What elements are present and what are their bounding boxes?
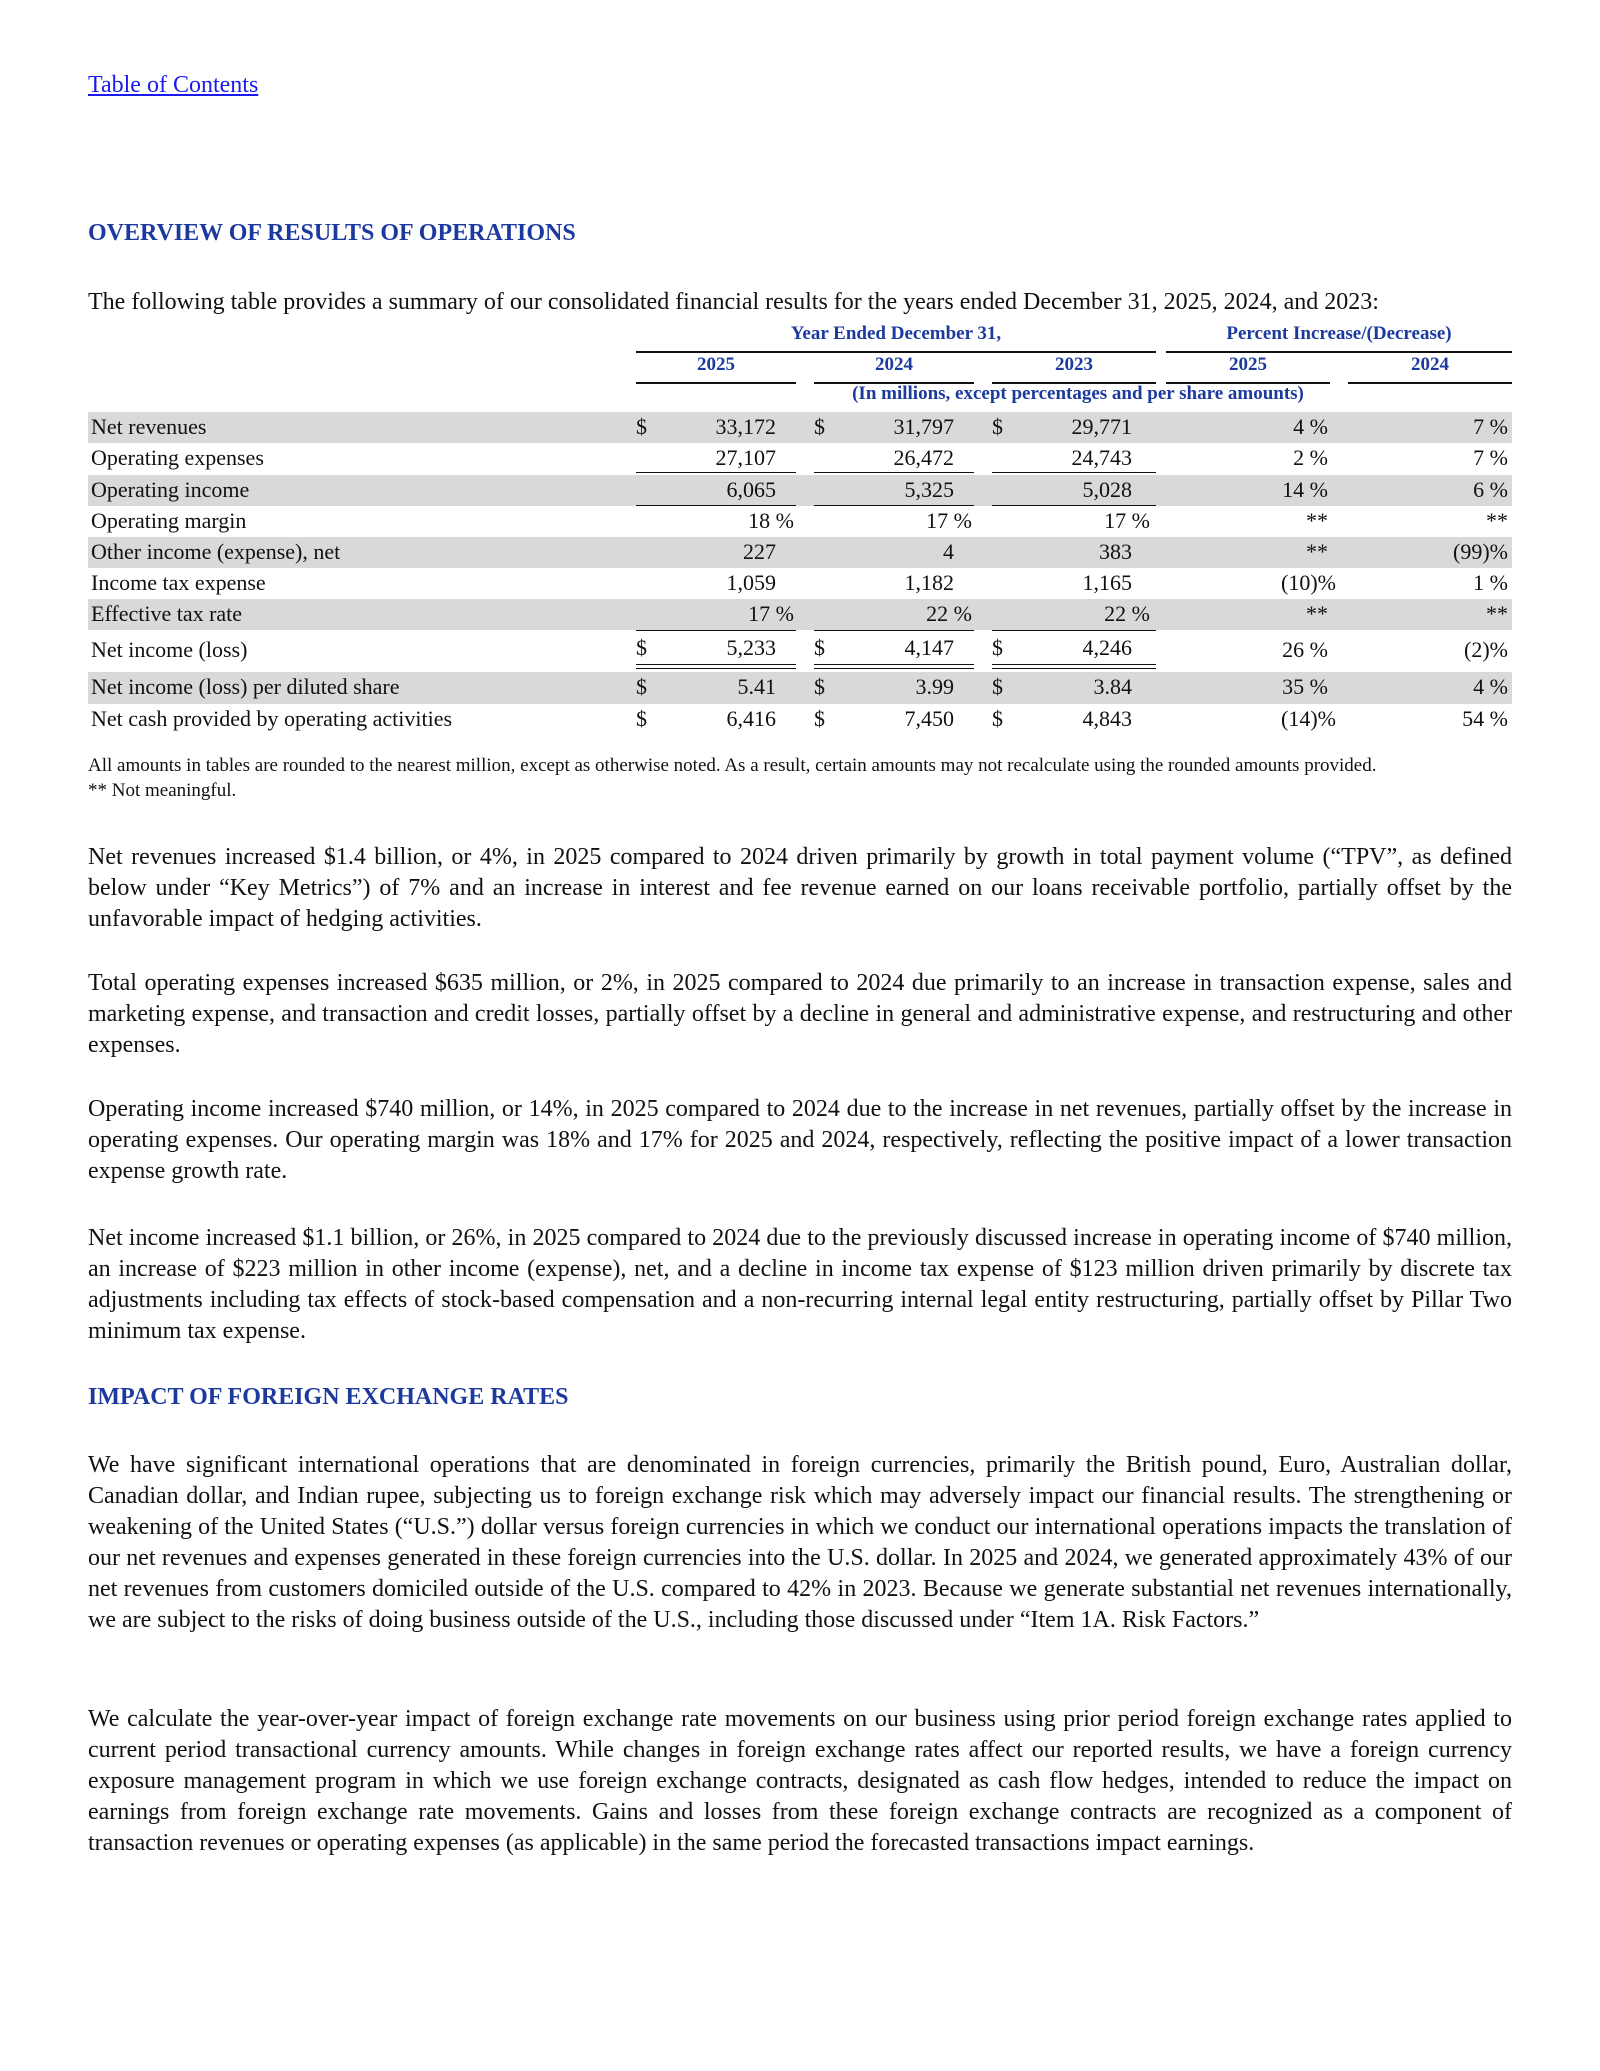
value-2023: 3.84 xyxy=(1093,674,1132,699)
currency-symbol: $ xyxy=(992,674,1003,699)
row-label: Operating margin xyxy=(91,508,247,533)
value-2023: 4,843 xyxy=(1082,706,1132,731)
currency-symbol: $ xyxy=(814,674,825,699)
underline xyxy=(814,472,974,473)
value-2024: 26,472 xyxy=(893,445,954,470)
pct-change-2025: 35 % xyxy=(1282,674,1328,699)
row-label: Net cash provided by operating activities xyxy=(91,706,453,731)
value-2025: 227 xyxy=(743,539,776,564)
table-of-contents-link[interactable]: Table of Contents xyxy=(88,72,259,98)
overview-heading: OVERVIEW OF RESULTS OF OPERATIONS xyxy=(88,220,576,246)
currency-symbol: $ xyxy=(814,706,825,731)
table-row xyxy=(88,672,1512,704)
value-2023: 24,743 xyxy=(1071,445,1132,470)
currency-symbol: $ xyxy=(636,674,647,699)
value-2025: 5.41 xyxy=(737,674,776,699)
overview-intro: The following table provides a summary of our consolidated financial results for the years ended December 31, 2025, 2024, and 2023: xyxy=(88,289,1379,315)
currency-symbol: $ xyxy=(814,414,825,439)
currency-symbol: $ xyxy=(636,706,647,731)
value-2024: 1,182 xyxy=(904,570,954,595)
table-row xyxy=(88,537,1512,568)
underline xyxy=(814,630,974,631)
row-label: Effective tax rate xyxy=(91,601,243,626)
value-2025: 17 % xyxy=(748,601,794,626)
value-2024: 22 % xyxy=(926,601,972,626)
value-2025: 27,107 xyxy=(715,445,776,470)
table-footnote: All amounts in tables are rounded to the nearest million, except as otherwise noted. As a result, certain amounts may not recalculate using the rounded amounts provided. xyxy=(88,755,1377,776)
double-underline xyxy=(636,664,796,669)
value-2024: 3.99 xyxy=(915,674,954,699)
table-row xyxy=(88,443,1512,474)
value-2023: 1,165 xyxy=(1082,570,1132,595)
pct-change-2024: 6 % xyxy=(1473,477,1508,502)
currency-symbol: $ xyxy=(814,635,825,660)
header-percent-change: Percent Increase/(Decrease) xyxy=(1226,323,1452,344)
pct-change-2025: (14)% xyxy=(1281,706,1336,731)
table-row xyxy=(88,506,1512,537)
row-label: Operating expenses xyxy=(91,445,264,470)
pct-change-2024: 1 % xyxy=(1473,570,1508,595)
pct-change-2025: 2 % xyxy=(1293,445,1328,470)
pct-change-2024: ** xyxy=(1486,601,1508,626)
units-note: (In millions, except percentages and per share amounts) xyxy=(852,383,1304,404)
fx-heading: IMPACT OF FOREIGN EXCHANGE RATES xyxy=(88,1384,569,1410)
header-rule xyxy=(1348,382,1512,384)
paragraph-operating-income: Operating income increased $740 million, or 14%, in 2025 compared to 2024 due to the increase in net revenues, partially offset by the increase in operating expenses. Our operating margin was 18% and 17% for 2025 and 2024, respectively, reflecting the positive impact of a lower transaction expense growth rate. xyxy=(88,1096,1512,1184)
value-2024: 7,450 xyxy=(904,706,954,731)
pct-change-2024: ** xyxy=(1486,508,1508,533)
row-label: Other income (expense), net xyxy=(91,539,341,564)
value-2024: 4 xyxy=(943,539,954,564)
header-rule xyxy=(1166,351,1512,353)
table-row xyxy=(88,633,1512,666)
paragraph-operating-expenses: Total operating expenses increased $635 million, or 2%, in 2025 compared to 2024 due primarily to an increase in transaction expense, sales and marketing expense, and transaction and credit losses, partially offset by a decline in general and administrative expense, and restructuring and other expenses. xyxy=(88,970,1512,1058)
value-2023: 383 xyxy=(1099,539,1132,564)
value-2024: 5,325 xyxy=(904,477,954,502)
table-row xyxy=(88,704,1512,735)
table-row xyxy=(88,599,1512,630)
col-header-2024: 2024 xyxy=(875,354,913,375)
pct-change-2025: 14 % xyxy=(1282,477,1328,502)
pct-change-2024: (2)% xyxy=(1464,637,1508,662)
col-header-2025: 2025 xyxy=(697,354,735,375)
pct-change-2025: ** xyxy=(1306,601,1328,626)
double-underline xyxy=(992,664,1156,669)
row-label: Net income (loss) per diluted share xyxy=(91,674,400,699)
not-meaningful-note: ** Not meaningful. xyxy=(88,780,237,801)
value-2023: 22 % xyxy=(1104,601,1150,626)
value-2023: 5,028 xyxy=(1082,477,1132,502)
table-row xyxy=(88,475,1512,506)
row-label: Operating income xyxy=(91,477,250,502)
value-2025: 1,059 xyxy=(726,570,776,595)
value-2024: 4,147 xyxy=(904,635,954,660)
pct-change-2024: 4 % xyxy=(1473,674,1508,699)
row-label: Net revenues xyxy=(91,414,207,439)
currency-symbol: $ xyxy=(636,414,647,439)
currency-symbol: $ xyxy=(636,635,647,660)
header-rule xyxy=(636,351,1156,353)
col-header-2023: 2023 xyxy=(1055,354,1093,375)
double-underline xyxy=(814,664,974,669)
paragraph-net-revenues: Net revenues increased $1.4 billion, or 4%, in 2025 compared to 2024 driven primarily by growth in total payment volume (“TPV”, as defined below under “Key Metrics”) of 7% and an increase in interest and fee revenue earned on our loans receivable portfolio, partially offset by the unfavorable impact of hedging activities. xyxy=(88,844,1512,932)
header-year-ended: Year Ended December 31, xyxy=(790,323,1002,344)
value-2024: 31,797 xyxy=(893,414,954,439)
row-label: Income tax expense xyxy=(91,570,266,595)
value-2025: 33,172 xyxy=(715,414,776,439)
value-2024: 17 % xyxy=(926,508,972,533)
paragraph-fx-operations: We have significant international operations that are denominated in foreign currencies, primarily the British pound, Euro, Australian dollar, Canadian dollar, and Indian rupee, subjecting us to foreign exchange risk which may adversely impact our financial results. The strengthening or weakening of the United States (“U.S.”) dollar versus foreign currencies in which we conduct our international operations impacts the translation of our net revenues and expenses generated in these foreign currencies into the U.S. dollar. In 2025 and 2024, we generated approximately 43% of our net revenues from customers domiciled outside of the U.S. compared to 42% in 2023. Because we generate substantial net revenues internationally, we are subject to the risks of doing business outside of the U.S., including those discussed under “Item 1A. Risk Factors.” xyxy=(88,1452,1512,1633)
pct-header-2024: 2024 xyxy=(1411,354,1449,375)
pct-change-2025: ** xyxy=(1306,539,1328,564)
pct-change-2024: (99)% xyxy=(1453,539,1508,564)
underline xyxy=(992,472,1156,473)
pct-change-2025: 26 % xyxy=(1282,637,1328,662)
value-2025: 6,416 xyxy=(726,706,776,731)
underline xyxy=(636,472,796,473)
currency-symbol: $ xyxy=(992,706,1003,731)
value-2025: 6,065 xyxy=(726,477,776,502)
pct-change-2025: ** xyxy=(1306,508,1328,533)
underline xyxy=(992,630,1156,631)
table-row xyxy=(88,568,1512,599)
pct-header-2025: 2025 xyxy=(1229,354,1267,375)
value-2023: 17 % xyxy=(1104,508,1150,533)
pct-change-2025: (10)% xyxy=(1281,570,1336,595)
currency-symbol: $ xyxy=(992,635,1003,660)
pct-change-2024: 7 % xyxy=(1473,414,1508,439)
pct-change-2024: 7 % xyxy=(1473,445,1508,470)
currency-symbol: $ xyxy=(992,414,1003,439)
value-2025: 18 % xyxy=(748,508,794,533)
paragraph-net-income: Net income increased $1.1 billion, or 26%, in 2025 compared to 2024 due to the previously discussed increase in operating income of $740 million, an increase of $223 million in other income (expense), net, and a decline in income tax expense of $123 million driven primarily by discrete tax adjustments including tax effects of stock-based compensation and a non-recurring internal legal entity restructuring, partially offset by Pillar Two minimum tax expense. xyxy=(88,1225,1512,1344)
header-rule xyxy=(636,382,796,384)
value-2025: 5,233 xyxy=(726,635,776,660)
paragraph-fx-hedging: We calculate the year-over-year impact of foreign exchange rate movements on our business using prior period foreign exchange rates applied to current period transactional currency amounts. While changes in foreign exchange rates affect our reported results, we have a foreign currency exposure management program in which we use foreign exchange contracts, designated as cash flow hedges, intended to reduce the impact on earnings from foreign exchange rate movements. Gains and losses from these foreign exchange contracts are recognized as a component of transaction revenues or operating expenses (as applicable) in the same period the forecasted transactions impact earnings. xyxy=(88,1706,1512,1856)
value-2023: 29,771 xyxy=(1071,414,1132,439)
row-label: Net income (loss) xyxy=(91,637,248,662)
value-2023: 4,246 xyxy=(1082,635,1132,660)
pct-change-2024: 54 % xyxy=(1462,706,1508,731)
table-row xyxy=(88,412,1512,443)
pct-change-2025: 4 % xyxy=(1293,414,1328,439)
underline xyxy=(636,630,796,631)
